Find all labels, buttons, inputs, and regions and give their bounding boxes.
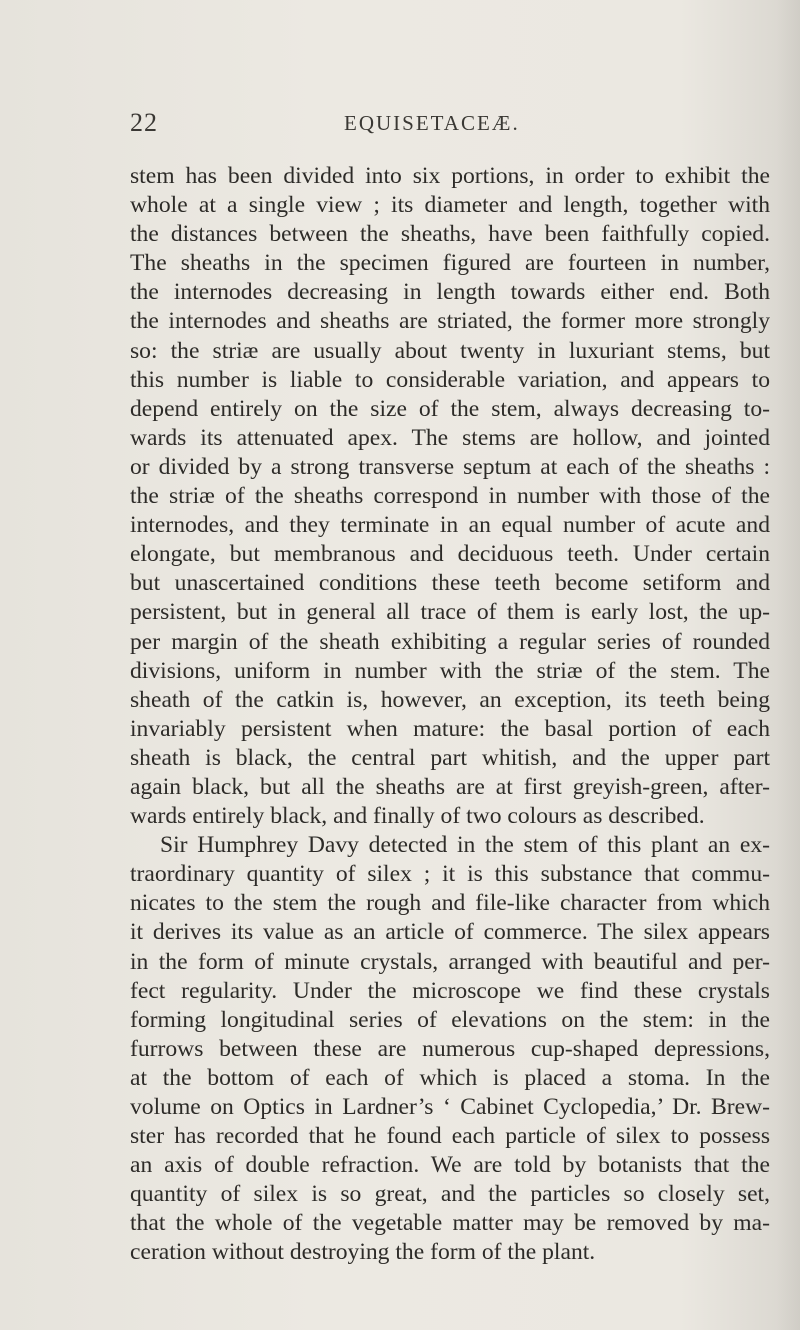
- paragraph: [130, 162, 770, 831]
- text-line: Sir Humphrey Davy detected in the stem of this plant an ex-: [160, 832, 770, 859]
- running-title: EQUISETACEÆ.: [344, 111, 520, 135]
- text-line: in the form of minute crystals, arranged with beautiful and per-: [130, 948, 770, 975]
- text-line: per margin of the sheath exhibiting a regular series of rounded: [130, 628, 770, 655]
- text-line: fect regularity. Under the microscope we find these crystals: [130, 977, 770, 1004]
- text-line: volume on Optics in Lardner’s ‘ Cabinet Cyclopedia,’ Dr. Brew-: [130, 1094, 770, 1120]
- body-text: [130, 162, 770, 1268]
- text-line: ster has recorded that he found each particle of silex to possess: [130, 1123, 770, 1150]
- text-line: at the bottom of each of which is placed a stoma. In the: [130, 1064, 770, 1091]
- text-line: ceration without destroying the form of the plant.: [130, 1239, 596, 1266]
- text-line: the striæ of the sheaths correspond in number with those of the: [130, 483, 770, 510]
- text-line: the internodes decreasing in length towards either end. Both: [130, 279, 770, 306]
- text-line: sheath of the catkin is, however, an exception, its teeth being: [130, 686, 770, 713]
- page-number: 22: [130, 108, 158, 137]
- text-line: again black, but all the sheaths are at first greyish-green, after-: [130, 773, 770, 800]
- text-line: it derives its value as an article of commerce. The silex appears: [130, 919, 770, 946]
- text-line: divisions, uniform in number with the striæ of the stem. The: [130, 657, 770, 684]
- text-line: or divided by a strong transverse septum at each of the sheaths :: [130, 453, 770, 480]
- text-line: whole at a single view ; its diameter and length, together with: [130, 192, 770, 219]
- text-line: furrows between these are numerous cup-shaped depressions,: [130, 1035, 770, 1062]
- text-line: this number is liable to considerable variation, and appears to: [130, 366, 770, 393]
- text-line: depend entirely on the size of the stem, always decreasing to-: [130, 395, 770, 422]
- text-line: quantity of silex is so great, and the particles so closely set,: [130, 1181, 770, 1208]
- text-line: sheath is black, the central part whitish, and the upper part: [130, 744, 770, 771]
- text-line: The sheaths in the specimen figured are fourteen in number,: [130, 250, 770, 277]
- text-line: elongate, but membranous and deciduous teeth. Under certain: [130, 541, 770, 568]
- text-line: forming longitudinal series of elevations on the stem: in the: [130, 1006, 770, 1033]
- text-line: persistent, but in general all trace of them is early lost, the up-: [130, 599, 770, 626]
- text-line: nicates to the stem the rough and file-like character from which: [130, 890, 770, 917]
- text-line: but unascertained conditions these teeth become setiform and: [130, 570, 770, 597]
- text-line: stem has been divided into six portions, in order to exhibit the: [130, 163, 770, 189]
- text-line: so: the striæ are usually about twenty in luxuriant stems, but: [130, 337, 770, 364]
- text-line: the distances between the sheaths, have been faithfully copied.: [130, 221, 770, 248]
- text-line: that the whole of the vegetable matter may be removed by ma-: [130, 1210, 770, 1237]
- text-line: wards entirely black, and finally of two colours as described.: [130, 803, 705, 830]
- text-line: internodes, and they terminate in an equal number of acute and: [130, 512, 770, 539]
- text-line: the internodes and sheaths are striated, the former more strongly: [130, 308, 770, 335]
- paragraph: [130, 831, 770, 1267]
- page-header: [0, 108, 800, 138]
- text-line: traordinary quantity of silex ; it is this substance that commu-: [130, 861, 770, 888]
- text-line: invariably persistent when mature: the basal portion of each: [130, 715, 770, 742]
- text-line: an axis of double refraction. We are told by botanists that the: [130, 1152, 770, 1179]
- text-line: wards its attenuated apex. The stems are hollow, and jointed: [130, 424, 770, 451]
